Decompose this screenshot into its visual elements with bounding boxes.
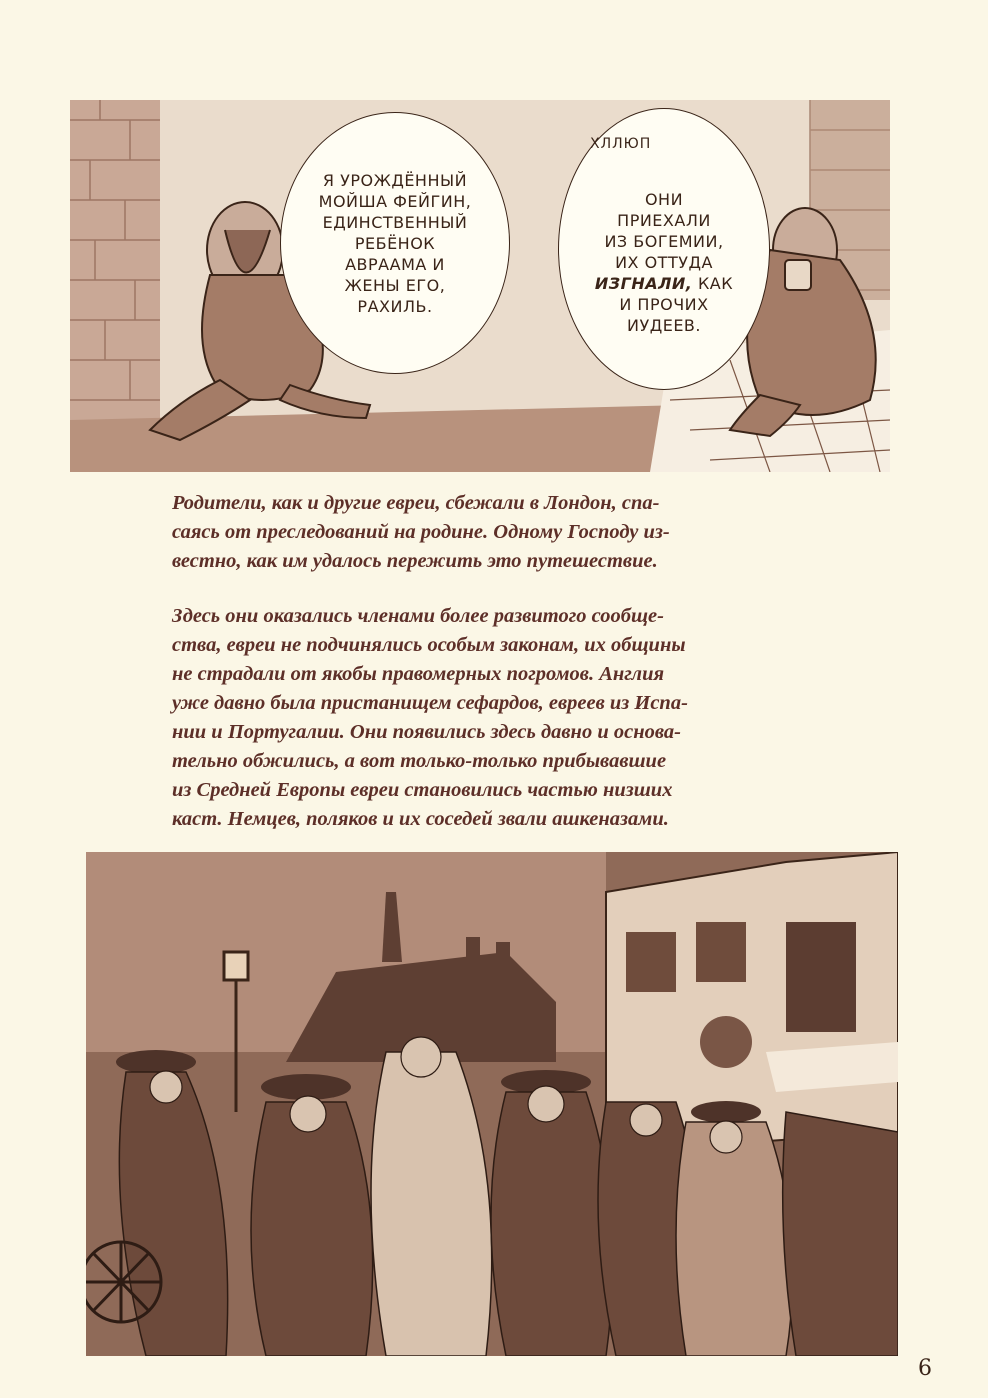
street-crowd-illustration <box>86 852 898 1356</box>
bubble-line: Я УРОЖДЁННЫЙ <box>322 170 468 190</box>
bottom-comic-panel <box>86 852 898 1356</box>
text-line: Здесь они оказались членами более развитого сообще- <box>172 605 664 627</box>
text-line: Родители, как и другие евреи, сбежали в Лондон, спа- <box>172 492 660 514</box>
text-line: тельно обжились, а вот только-только прибывавшие <box>172 750 667 772</box>
sound-effect: ХЛЛЮП <box>590 136 652 152</box>
text-line: вестно, как им удалось пережить это путешествие. <box>172 550 658 572</box>
bubble-line: ИХ ОТТУДА <box>615 252 713 272</box>
narration-paragraph-1 <box>172 489 832 576</box>
bubble-line: И ПРОЧИХ <box>619 294 709 314</box>
text-line: из Средней Европы евреи становились частью низших <box>172 779 673 801</box>
bubble-line: АВРААМА И <box>345 254 445 274</box>
bubble-line: МОЙША ФЕЙГИН, <box>318 191 472 211</box>
bubble-line: ЕДИНСТВЕННЫЙ <box>322 212 468 232</box>
bubble-line: ПРИЕХАЛИ <box>617 210 711 230</box>
bubble-line: РЕБЁНОК <box>354 233 436 253</box>
emphasized-word: ИЗГНАЛИ, <box>594 273 693 293</box>
text-line: каст. Немцев, поляков и их соседей звали ашкеназами. <box>172 808 669 830</box>
bubble-line: РАХИЛЬ. <box>357 296 433 316</box>
text-line: саясь от преследований на родине. Одному Господу из- <box>172 521 670 543</box>
speech-bubble-left <box>280 112 510 374</box>
text-line: уже давно была пристанищем сефардов, евреев из Испа- <box>172 692 688 714</box>
text-line: не страдали от якобы правомерных погромов. Англия <box>172 663 665 685</box>
top-comic-panel <box>70 100 890 472</box>
bubble-line: ИУДЕЕВ. <box>626 315 701 335</box>
bubble-line-rest: КАК <box>692 273 734 293</box>
page-number: 6 <box>918 1356 932 1381</box>
bubble-line: ОНИ <box>644 189 684 209</box>
text-line: нии и Португалии. Они появились здесь давно и основа- <box>172 721 681 743</box>
bubble-line: ИЗ БОГЕМИИ, <box>604 231 724 251</box>
bubble-line-emphasis <box>595 273 733 294</box>
narration-paragraph-2 <box>172 602 832 834</box>
bubble-line: ЖЕНЫ ЕГО, <box>344 275 446 295</box>
text-line: ства, евреи не подчинялись особым законам, их общины <box>172 634 686 656</box>
